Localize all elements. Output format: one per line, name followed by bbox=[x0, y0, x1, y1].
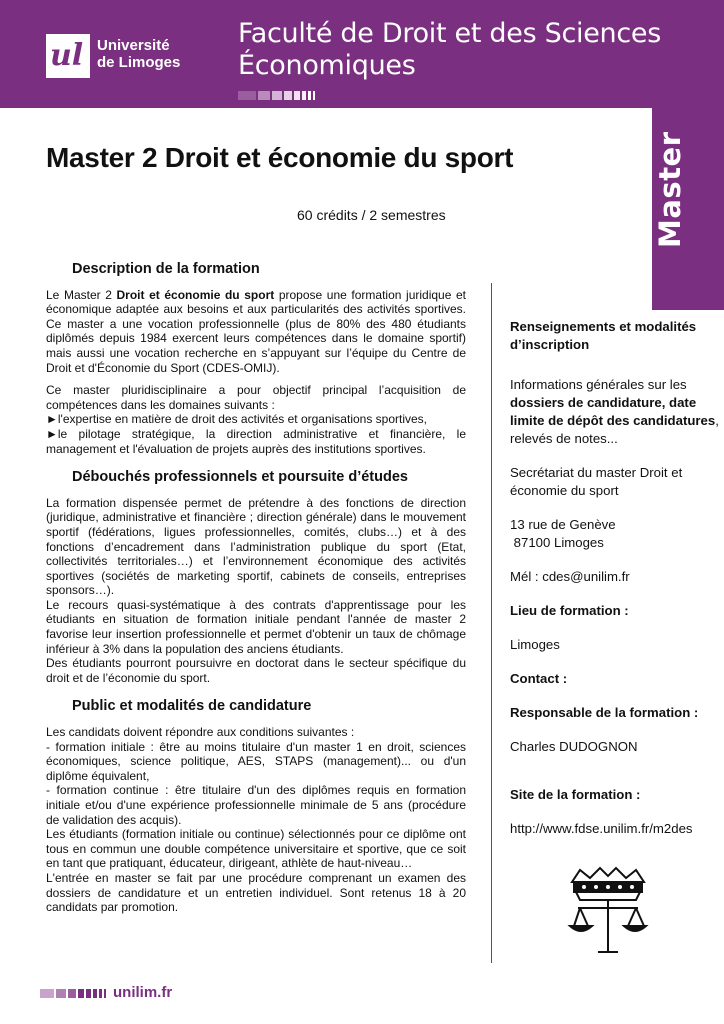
sidebar-site-url[interactable]: http://www.fdse.unilim.fr/m2des bbox=[510, 821, 693, 836]
university-name-line2: de Limoges bbox=[97, 54, 181, 71]
public-paragraph-3: - formation continue : être titulaire d'un des diplômes requis en formation initiale et/ou d'une expérience professionnelle minimale de 5 ans (procédure de validation des acquis). bbox=[46, 783, 466, 827]
public-paragraph-4: Les étudiants (formation initiale ou continue) sélectionnés pour ce diplôme ont tous en commun une double compétence universitaire et sportive, que ce soit en tant que pratiquant, éducateur, dirigeant, athlète de haut-niveau… bbox=[46, 827, 466, 871]
column-divider bbox=[491, 283, 492, 963]
sidebar-heading: Renseignements et modalités d’inscription bbox=[510, 319, 697, 352]
description-heading: Description de la formation bbox=[72, 261, 260, 277]
debouches-paragraph-1: La formation dispensée permet de prétendre à des fonctions de direction (juridique, administrative et financière ; direction générale) dans le mouvement sportif (fédérations, ligues professionnelles, comités, clubs…) et à des fonctions d’encadrement dans l’administration publique du sport (Etat, collectivités territoriales…) et l’environnement économique des activités sportives (sociétés de marketing sportif, cabinets de conseils, entreprises sponsors…). bbox=[46, 495, 466, 598]
public-paragraph-5: L'entrée en master se fait par une procédure comprenant un examen des dossiers de candidature et un entretien individuel. Sont retenus 18 à 20 candidats par promotion. bbox=[46, 870, 466, 915]
sidebar-info bbox=[510, 318, 720, 854]
footer-decorative-bars bbox=[40, 989, 106, 998]
public-paragraph-2: - formation initiale : être au moins titulaire d'un master 1 en droit, sciences économiques, science politique, AES, STAPS (management)... ou d'un diplôme équivalent, bbox=[46, 739, 466, 783]
credits-info: 60 crédits / 2 semestres bbox=[297, 207, 446, 223]
sidebar-lieu-label: Lieu de formation : bbox=[510, 603, 629, 618]
sidebar-address-line2: 87100 Limoges bbox=[510, 535, 604, 550]
sidebar-contact-label: Contact : bbox=[510, 671, 568, 686]
header-decorative-bars bbox=[238, 91, 315, 100]
debouches-paragraph-3: Des étudiants pourront poursuivre en doctorat dans le secteur spécifique du droit et de l’économie du sport. bbox=[46, 656, 466, 685]
public-heading: Public et modalités de candidature bbox=[72, 698, 312, 715]
sidebar-info-text bbox=[510, 376, 720, 448]
sidebar-address bbox=[510, 516, 720, 552]
sidebar-site-label: Site de la formation : bbox=[510, 787, 641, 802]
description-paragraph-1 bbox=[46, 288, 466, 376]
sidebar-responsable-label: Responsable de la formation : bbox=[510, 705, 699, 720]
main-content bbox=[46, 262, 466, 915]
sidebar-address-line1: 13 rue de Genève bbox=[510, 517, 616, 532]
description-p1-suffix: propose une formation juridique et économique adaptée aux besoins et aux particularités des activités sportives. Ce master a une vocation professionnelle (plus de 80% des 480 étudiants diplômés depuis 1984 exercent leurs compétences dans le domaine sportif) mais aussi une vocation recherche en s’appuyant sur l’équipe du Centre de Droit et d'Économie du Sport (CDES-OMIJ). bbox=[46, 287, 466, 375]
description-bullet-2: ►le pilotage stratégique, la direction administrative et financière, le management et l'évaluation de projets auprès des institutions sportives. bbox=[46, 426, 466, 456]
description-p1-prefix: Le Master 2 bbox=[46, 287, 117, 302]
sidebar-responsable-name: Charles DUDOGNON bbox=[510, 739, 638, 754]
faculty-title-line1: Faculté de Droit et des Sciences bbox=[238, 18, 661, 49]
public-paragraph-1: Les candidats doivent répondre aux conditions suivantes : bbox=[46, 725, 355, 740]
footer-domain-link[interactable]: unilim.fr bbox=[113, 984, 173, 1001]
debouches-paragraph-2: Le recours quasi-systématique à des contrats d'apprentissage pour les étudiants en situation de formation initiale pendant l'année de master 2 favorise leur insertion professionnelle et permet d'obtenir un taux de chômage inférieur à 3% dans la population des anciens étudiants. bbox=[46, 597, 466, 656]
master-side-tab-label: Master bbox=[653, 131, 687, 248]
university-name bbox=[97, 37, 180, 71]
description-p1-bold: Droit et économie du sport bbox=[116, 287, 275, 302]
sidebar-secretariat: Secrétariat du master Droit et économie du sport bbox=[510, 465, 683, 498]
sidebar-info-suffix: , relevés de notes... bbox=[510, 413, 719, 446]
sidebar-lieu-value: Limoges bbox=[510, 637, 560, 652]
sidebar-info-prefix: Informations générales sur les bbox=[510, 377, 687, 392]
description-bullet-1: ►l'expertise en matière de droit des activités et organisations sportives, bbox=[46, 412, 428, 427]
faculty-title bbox=[238, 18, 661, 82]
university-name-line1: Université bbox=[97, 37, 170, 54]
description-paragraph-2: Ce master pluridisciplinaire a pour objectif principal l’acquisition de compétences dans les domaines suivants : bbox=[46, 383, 466, 412]
sidebar-info-bold: dossiers de candidature, date limite de dépôt des candidatures bbox=[510, 395, 716, 428]
ul-monogram-icon: ul bbox=[50, 38, 84, 73]
faculty-title-line2: Économiques bbox=[238, 50, 416, 81]
crest-scales-of-justice-icon bbox=[566, 864, 650, 958]
debouches-heading: Débouchés professionnels et poursuite d’études bbox=[72, 469, 408, 486]
page-title: Master 2 Droit et économie du sport bbox=[46, 142, 514, 173]
sidebar-mail[interactable]: Mél : cdes@unilim.fr bbox=[510, 569, 630, 584]
